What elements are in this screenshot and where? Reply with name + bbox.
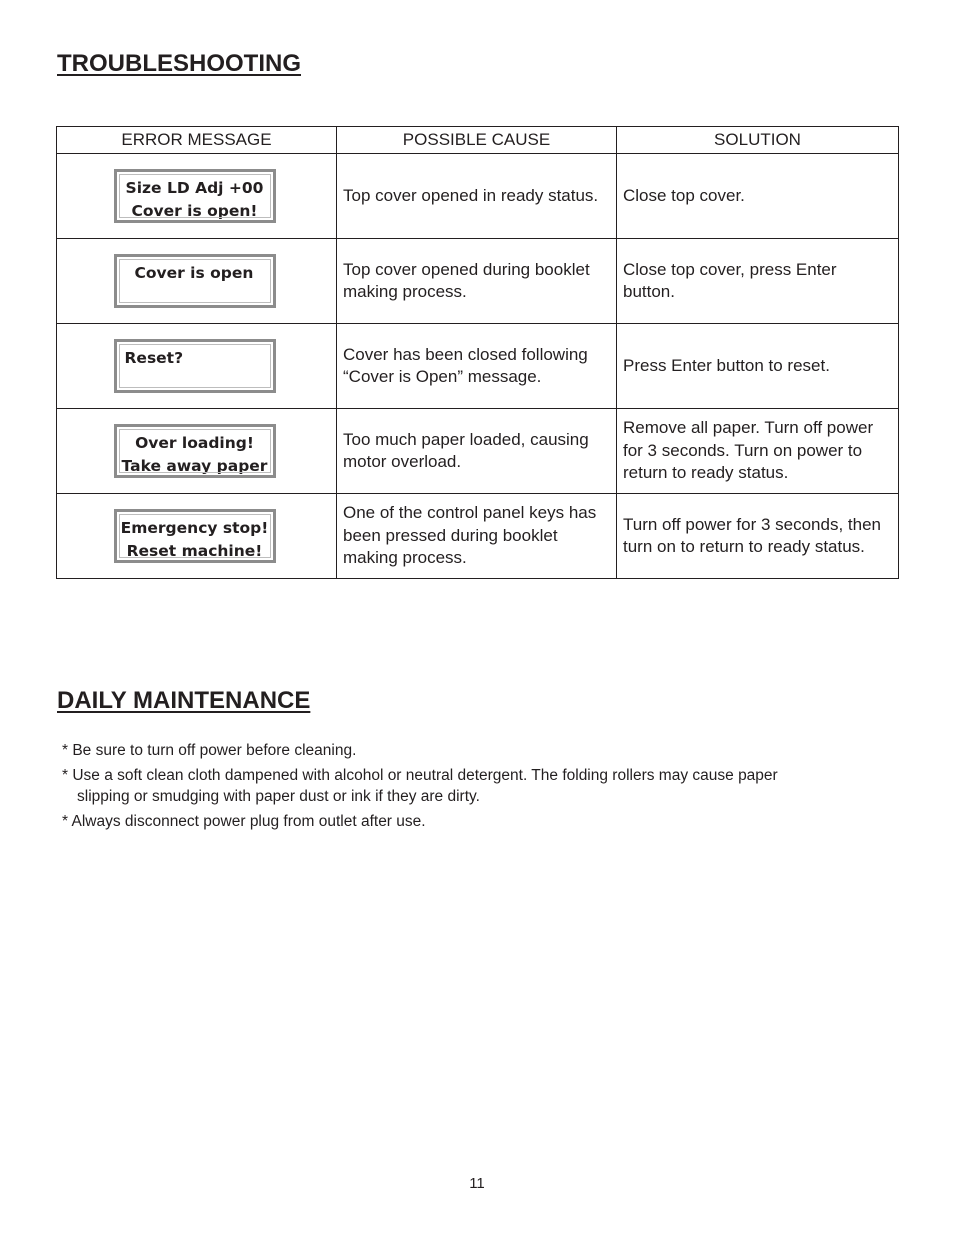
list-item (62, 765, 882, 807)
error-message-cell (57, 409, 337, 494)
list-item (62, 740, 882, 761)
cause-cell: Top cover opened during booklet making process. (337, 239, 617, 324)
lcd-line: Size LD Adj +00 (125, 179, 264, 197)
table-row (57, 154, 899, 239)
lcd-line: Over loading! (135, 434, 254, 452)
daily-maintenance-heading: DAILY MAINTENANCE (57, 687, 311, 714)
lcd-display (114, 424, 276, 478)
note-continuation: slipping or smudging with paper dust or ink if they are dirty. (77, 788, 480, 805)
lcd-line: Take away paper (121, 457, 268, 475)
lcd-display (114, 339, 276, 393)
page-number: 11 (469, 1175, 485, 1192)
lcd-line: Cover is open! (131, 202, 258, 220)
table-row (57, 239, 899, 324)
cause-cell: Cover has been closed following “Cover is Open” message. (337, 324, 617, 409)
cause-cell: One of the control panel keys has been pressed during booklet making process. (337, 494, 617, 579)
column-header-solution: SOLUTION (617, 127, 899, 154)
lcd-display (114, 169, 276, 223)
lcd-display (114, 509, 276, 563)
table-row (57, 324, 899, 409)
list-item (62, 811, 882, 832)
solution-cell: Close top cover. (617, 154, 899, 239)
note-text: * Be sure to turn off power before cleaning. (62, 742, 357, 759)
table-row (57, 494, 899, 579)
maintenance-notes-list (62, 740, 882, 836)
lcd-line: Reset? (124, 349, 184, 367)
lcd-line: Emergency stop! (120, 519, 269, 537)
cause-cell: Too much paper loaded, causing motor overload. (337, 409, 617, 494)
solution-cell: Press Enter button to reset. (617, 324, 899, 409)
troubleshooting-heading: TROUBLESHOOTING (57, 50, 301, 77)
column-header-possible-cause: POSSIBLE CAUSE (337, 127, 617, 154)
solution-cell: Remove all paper. Turn off power for 3 seconds. Turn on power to return to ready status. (617, 409, 899, 494)
column-header-error-message: ERROR MESSAGE (57, 127, 337, 154)
solution-cell: Turn off power for 3 seconds, then turn on to return to ready status. (617, 494, 899, 579)
note-text: * Use a soft clean cloth dampened with alcohol or neutral detergent. The folding rollers may cause paper (62, 767, 778, 784)
lcd-display (114, 254, 276, 308)
solution-cell: Close top cover, press Enter button. (617, 239, 899, 324)
troubleshooting-table (56, 126, 899, 579)
error-message-cell (57, 494, 337, 579)
cause-cell: Top cover opened in ready status. (337, 154, 617, 239)
lcd-line: Cover is open (134, 264, 254, 282)
table-header-row (57, 127, 899, 154)
error-message-cell (57, 154, 337, 239)
error-message-cell (57, 324, 337, 409)
lcd-line: Reset machine! (126, 542, 263, 560)
table-row (57, 409, 899, 494)
error-message-cell (57, 239, 337, 324)
note-text: * Always disconnect power plug from outlet after use. (62, 813, 426, 830)
